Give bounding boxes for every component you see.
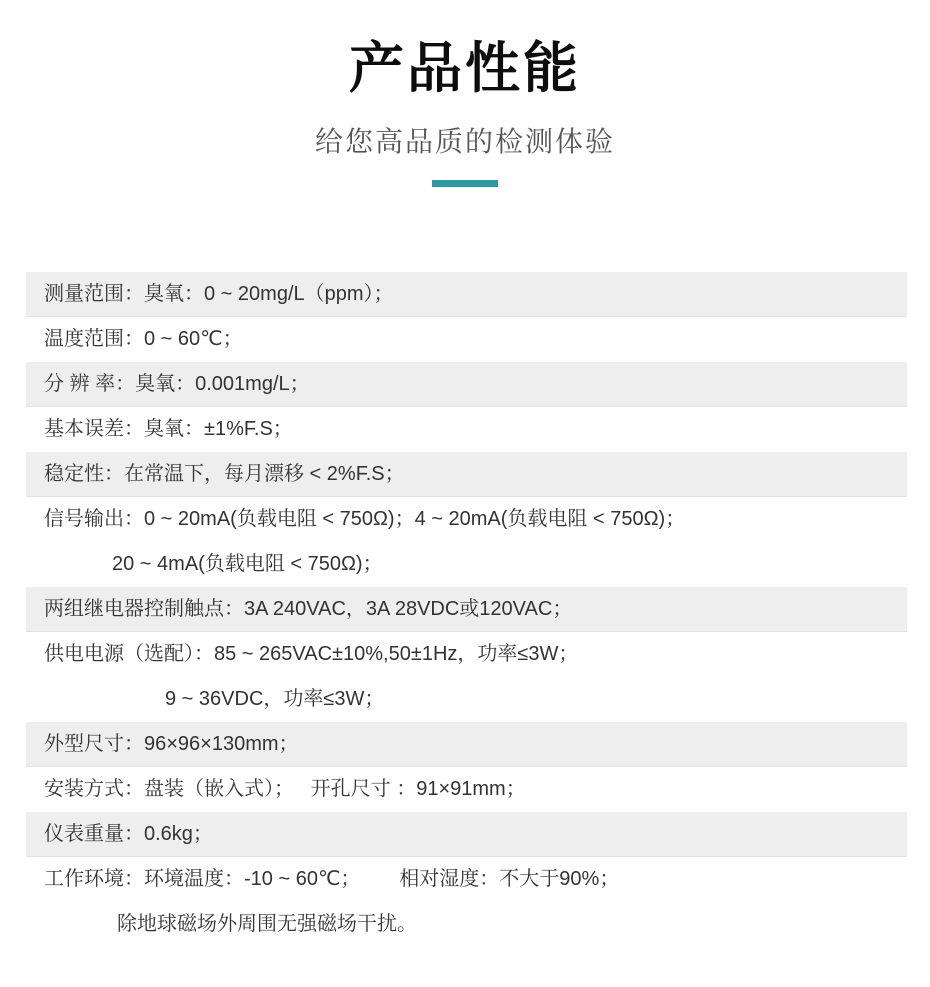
page-title: 产品性能 — [348, 37, 581, 99]
spec-row-temp-range — [26, 317, 907, 362]
spec-line: 稳定性：在常温下，每月漂移 < 2%F.S； — [44, 463, 405, 485]
spec-row-signal-output — [26, 497, 907, 587]
spec-row-power-supply — [26, 632, 907, 722]
spec-row-mounting — [26, 767, 907, 812]
spec-line: 基本误差：臭氧：±1%F.S； — [44, 418, 293, 440]
accent-divider — [432, 180, 498, 187]
spec-line: 供电电源（选配）：85 ~ 265VAC±10%,50±1Hz，功率≤3W； — [44, 643, 579, 665]
spec-row-resolution — [26, 362, 907, 407]
spec-row-relay-contacts — [26, 587, 907, 632]
spec-line: 20 ~ 4mA(负载电阻 < 750Ω)； — [112, 553, 383, 575]
spec-row-basic-error — [26, 407, 907, 452]
spec-line: 安装方式：盘装（嵌入式）； 开孔尺寸 ：91×91mm； — [44, 778, 526, 800]
spec-line: 除地球磁场外周围无强磁场干扰。 — [117, 913, 417, 935]
page-subtitle: 给您高品质的检测体验 — [314, 126, 615, 157]
spec-row-stability — [26, 452, 907, 497]
spec-line: 外型尺寸：96×96×130mm； — [44, 733, 299, 755]
spec-line: 测量范围：臭氧：0 ~ 20mg/L（ppm）； — [44, 283, 394, 305]
spec-row-environment — [26, 857, 907, 947]
spec-row-weight — [26, 812, 907, 857]
spec-line: 信号输出：0 ~ 20mA(负载电阻 < 750Ω)；4 ~ 20mA(负载电阻 < 750Ω)； — [44, 508, 686, 530]
spec-line: 工作环境：环境温度：-10 ~ 60℃； 相对湿度：不大于90%； — [44, 868, 620, 890]
spec-line: 仪表重量：0.6kg； — [44, 823, 213, 845]
page-header — [0, 0, 930, 187]
spec-row-measure-range — [26, 272, 907, 317]
spec-table — [26, 272, 907, 947]
spec-line: 温度范围：0 ~ 60℃； — [44, 328, 243, 350]
spec-line: 两组继电器控制触点：3A 240VAC，3A 28VDC或120VAC； — [44, 598, 573, 620]
spec-row-dimensions — [26, 722, 907, 767]
spec-line: 9 ~ 36VDC，功率≤3W； — [165, 688, 385, 710]
spec-line: 分 辨 率：臭氧：0.001mg/L； — [44, 373, 310, 395]
